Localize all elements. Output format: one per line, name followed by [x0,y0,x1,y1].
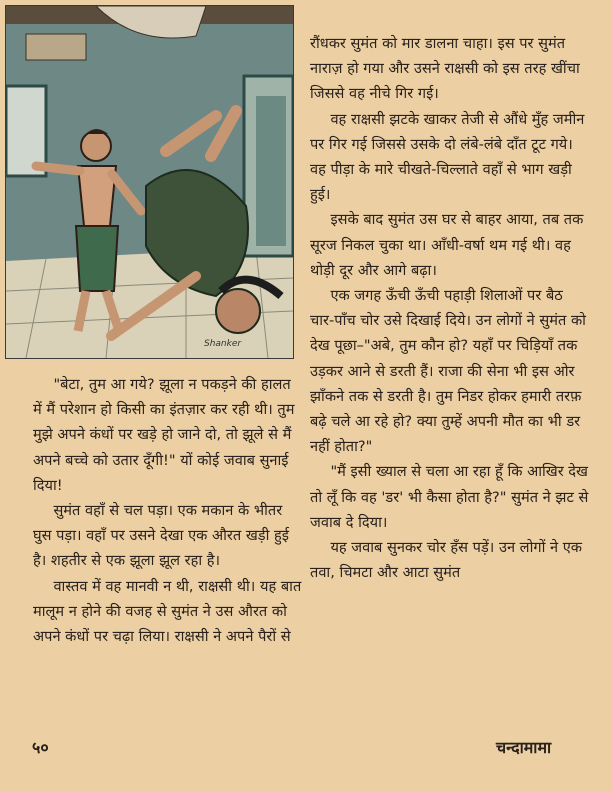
artist-signature: Shanker [204,339,242,349]
paragraph: वह राक्षसी झटके खाकर तेजी से औंधे मुँह जमीन पर गिर गई जिससे उसके दो लंबे-लंबे दाँत टूट गये। वह पीड़ा के मारे चीखते-चिल्लाते वहाँ से भाग खड़ी हुई। [310,110,585,204]
paragraph: "बेटा, तुम आ गये? झूला न पकड़ने की हालत में मैं परेशान हो किसी का इंतज़ार कर रही थी। तुम मुझे अपने कंधों पर खड़े हो जाने दो, तो झूले से मैं अपने बच्चे को उतार दूँगी!" यों कोई जवाब सुनाई दिया! [33,376,295,494]
right-text-column [310,31,590,585]
paragraph: इसके बाद सुमंत उस घर से बाहर आया, तब तक सूरज निकल चुका था। आँधी-वर्षा थम गई थी। वह थोड़ी दूर और आगे बढ़ा। [310,211,584,279]
magazine-name: चन्दामामा [496,738,552,757]
illustration-drawing [6,6,293,358]
paragraph: एक जगह ऊँची ऊँची पहाड़ी शिलाओं पर बैठ चार-पाँच चोर उसे दिखाई दिये। उन लोगों ने सुमंत को देख पूछा–"अबे, तुम कौन हो? यहाँ पर चिड़ियाँ तक उड़कर आने से डरती हैं। राजा की सेना भी इस ओर झाँकने तक से डरती है। तुम निडर होकर हमारी तरफ़ बढ़े चले आ रहे हो? क्या तुम्हें अपनी मौत का भी डर नहीं होता?" [310,287,586,456]
paragraph: यह जवाब सुनकर चोर हँस पड़ें। उन लोगों ने एक तवा, चिमटा और आटा सुमंत [310,539,583,582]
left-text-column [33,372,303,649]
paragraph: "मैं इसी ख्याल से चला आ रहा हूँ कि आखिर देख तो लूँ कि वह 'डर' भी कैसा होता है?" सुमंत ने झट से जवाब दे दिया। [310,463,589,531]
page-number: ५० [32,738,49,757]
paragraph: रौंधकर सुमंत को मार डालना चाहा। इस पर सुमंत नाराज़ हो गया और उसने राक्षसी को इस तरह खींचा जिससे वह नीचे गिर गई। [310,35,580,103]
story-illustration [5,5,294,359]
paragraph: सुमंत वहाँ से चल पड़ा। एक मकान के भीतर घुस पड़ा। वहाँ पर उसने देखा एक औरत खड़ी हुई है। शहतीर से एक झूला झूल रहा है। [33,502,289,570]
paragraph: वास्तव में वह मानवी न थी, राक्षसी थी। यह बात मालूम न होने की वजह से सुमंत ने उस औरत को अपने कंधों पर चढ़ा लिया। राक्षसी ने अपने पैरों से [33,577,302,646]
